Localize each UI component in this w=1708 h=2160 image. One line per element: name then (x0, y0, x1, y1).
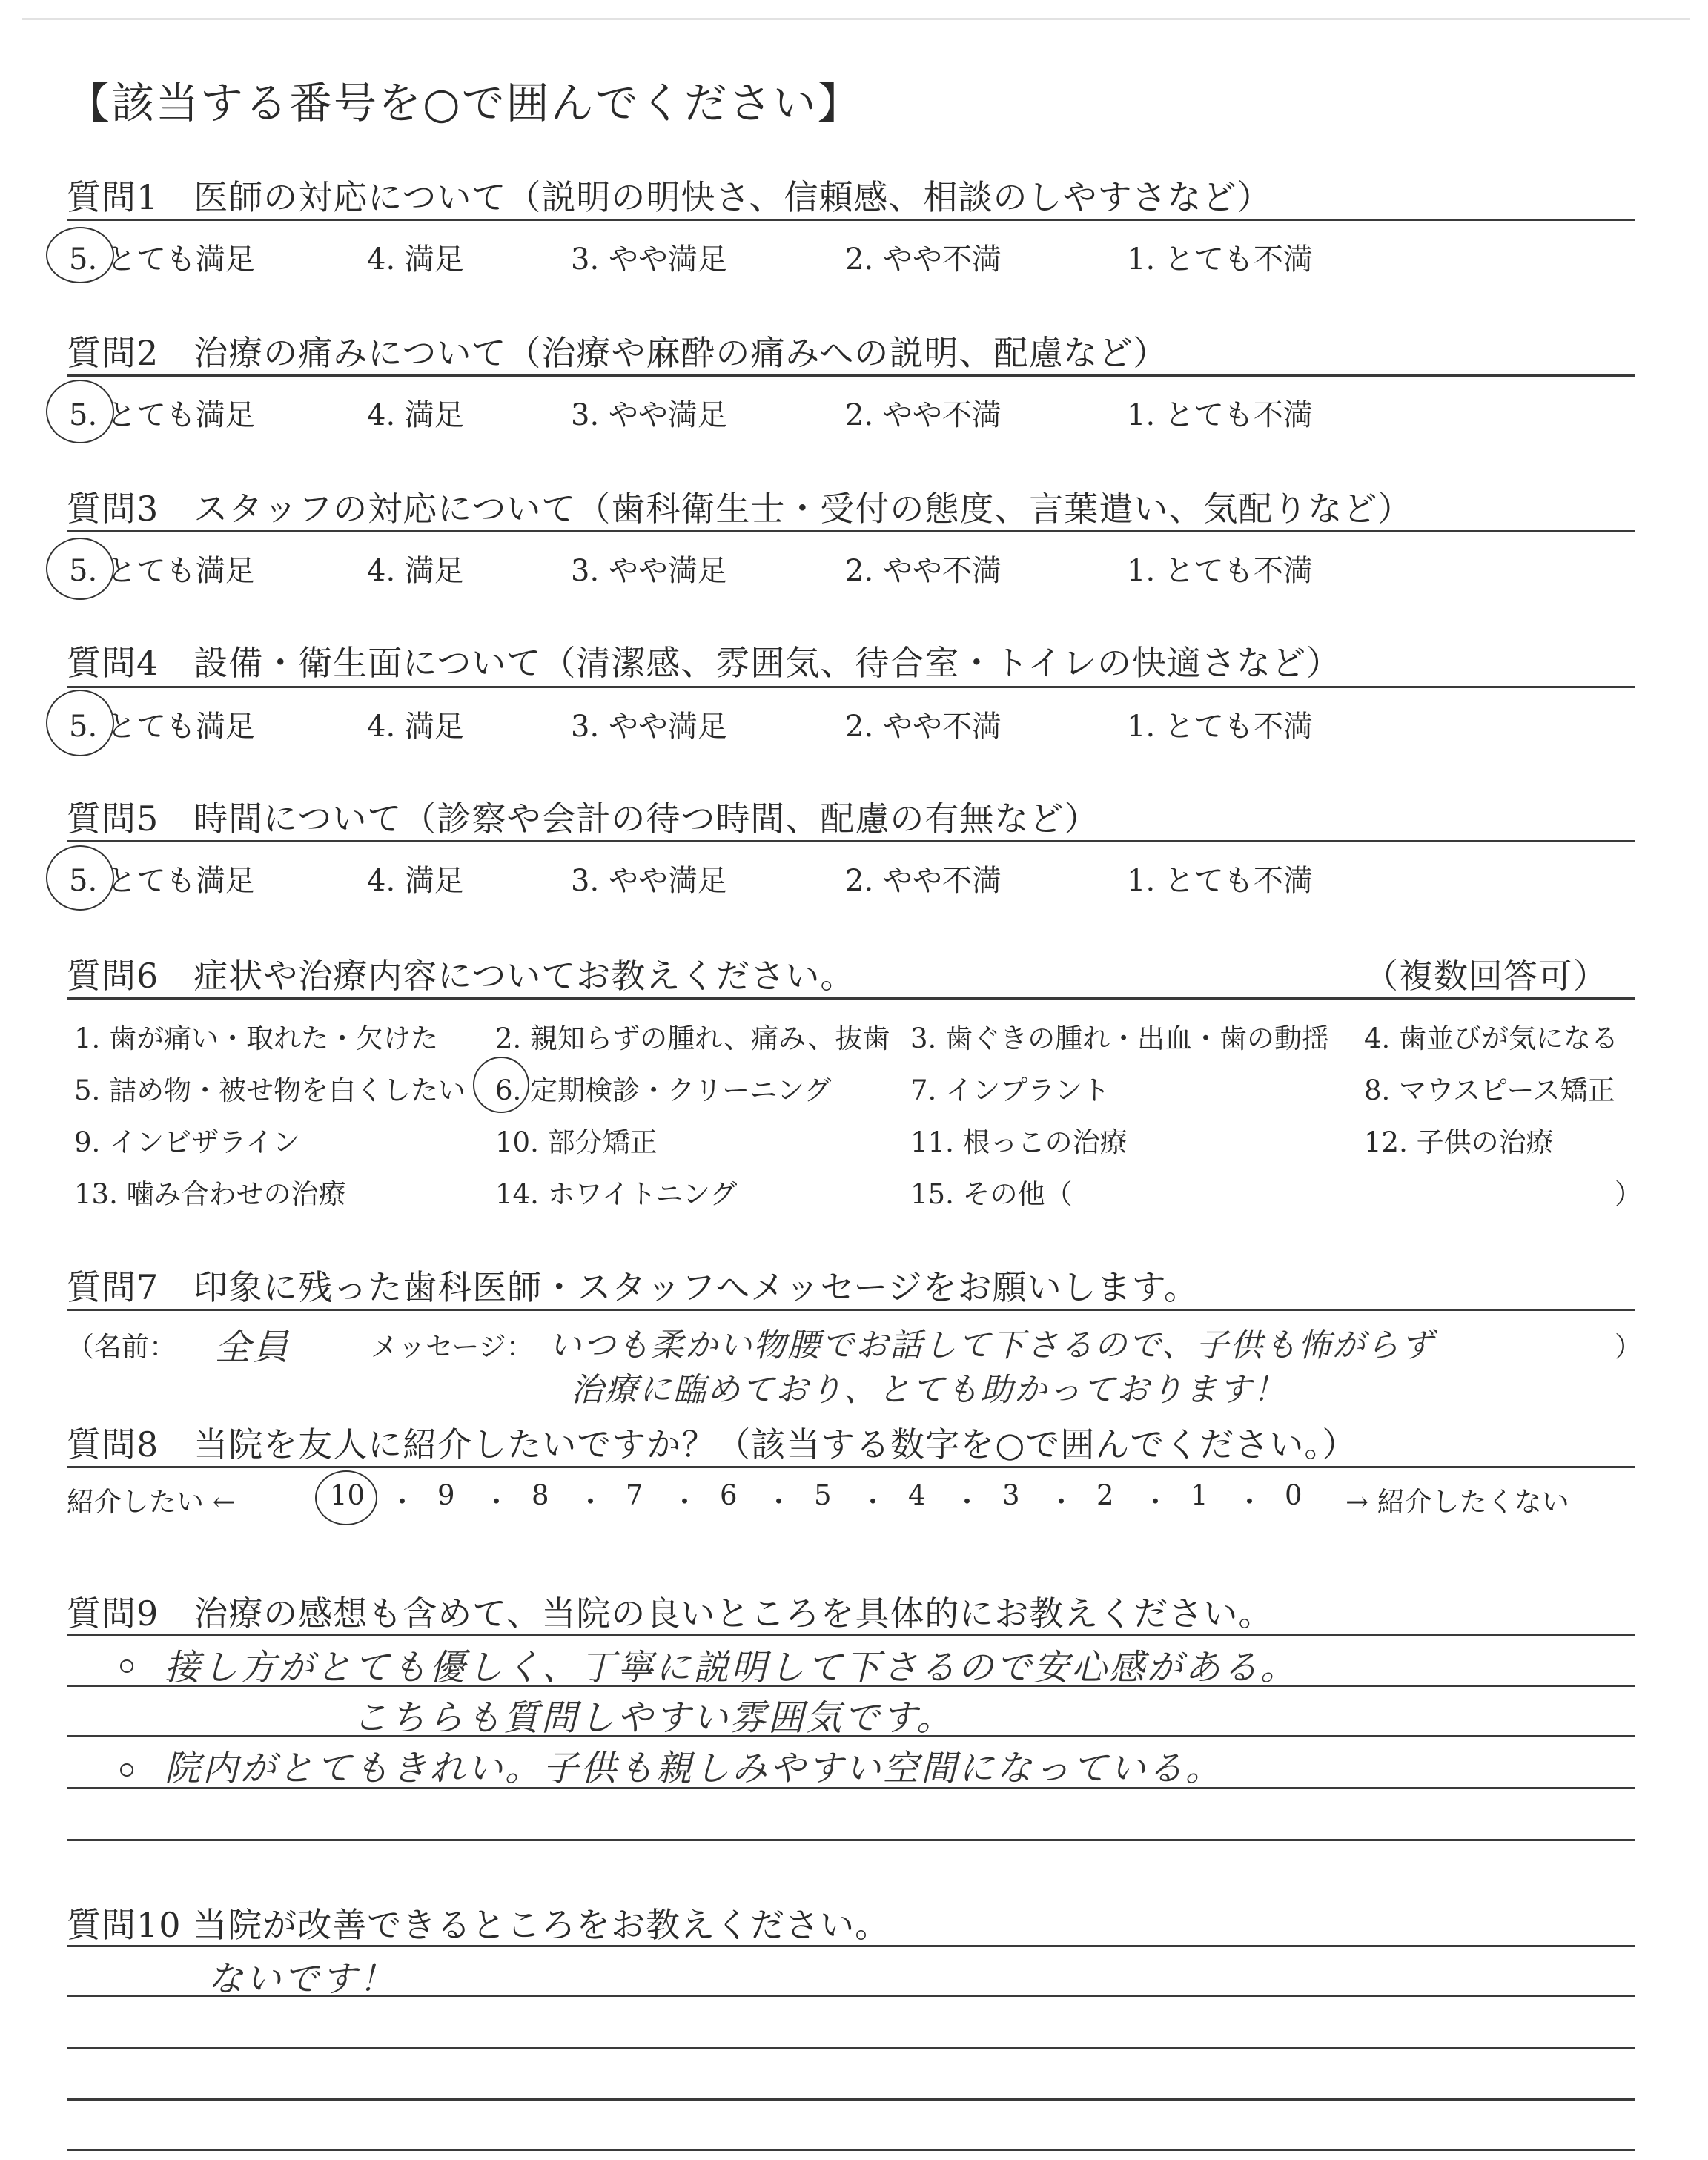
q6-option-2[interactable]: 2. 親知らずの腫れ、痛み、抜歯 (495, 1023, 890, 1054)
q6-option-10[interactable]: 10. 部分矯正 (495, 1126, 658, 1158)
q6-answer-circle (473, 1057, 529, 1113)
q6-option-9[interactable]: 9. インビザライン (74, 1126, 300, 1158)
q8-left-label: 紹介したい ← (67, 1486, 236, 1518)
q2-option-5[interactable]: 5. とても満足 (69, 398, 255, 432)
q6-option-12[interactable]: 12. 子供の治療 (1364, 1126, 1554, 1158)
q9-bullet-icon (120, 1763, 133, 1777)
q8-sep: ・ (765, 1486, 792, 1518)
q8-sep: ・ (1047, 1486, 1075, 1518)
q7-message-label: メッセージ： (371, 1331, 534, 1363)
q2-option-4[interactable]: 4. 満足 (367, 398, 464, 432)
q8-right-label: → 紹介したくない (1345, 1486, 1569, 1518)
q6-option-7[interactable]: 7. インプラント (910, 1074, 1110, 1106)
q7-title: 質問7 印象に残った歯科医師・スタッフへメッセージをお願いします。 (67, 1267, 1199, 1307)
q6-option-6[interactable]: 6. 定期検診・クリーニング (495, 1074, 832, 1106)
q8-score-9[interactable]: 9 (437, 1479, 455, 1511)
q10-rule-5 (67, 2149, 1635, 2151)
q3-option-3[interactable]: 3. やや満足 (571, 554, 727, 588)
q8-score-4[interactable]: 4 (908, 1479, 926, 1511)
q10-rule-1 (67, 1945, 1635, 1947)
q1-option-5[interactable]: 5. とても満足 (69, 242, 255, 277)
q8-title: 質問8 当院を友人に紹介したいですか？（該当する数字を○で囲んでください。） (67, 1424, 1357, 1464)
q1-rule (67, 219, 1635, 221)
q6-option-5[interactable]: 5. 詰め物・被せ物を白くしたい (74, 1074, 466, 1106)
q7-message-line2[interactable]: 治療に臨めており、とても助かっております！ (571, 1371, 1287, 1409)
q4-option-2[interactable]: 2. やや不満 (845, 710, 1002, 744)
q8-sep: ・ (1142, 1486, 1169, 1518)
q8-score-5[interactable]: 5 (814, 1479, 832, 1511)
q2-rule (67, 374, 1635, 377)
q1-option-2[interactable]: 2. やや不満 (845, 242, 1002, 277)
q8-answer-circle (315, 1470, 377, 1525)
q2-option-3[interactable]: 3. やや満足 (571, 398, 727, 432)
q1-option-3[interactable]: 3. やや満足 (571, 242, 727, 277)
q8-score-2[interactable]: 2 (1096, 1479, 1114, 1511)
q9-answer-line2[interactable]: こちらも質問しやすい雰囲気です。 (352, 1697, 955, 1739)
q2-option-1[interactable]: 1. とても不満 (1127, 398, 1313, 432)
q3-option-4[interactable]: 4. 満足 (367, 554, 464, 588)
q9-answer-line1[interactable]: 接し方がとても優しく、丁寧に説明して下さるので安心感がある。 (165, 1647, 1299, 1688)
q10-rule-4 (67, 2098, 1635, 2101)
q6-title: 質問6 症状や治療内容についてお教えください。 (67, 956, 855, 996)
q7-message-line1[interactable]: いつも柔かい物腰でお話して下さるので、子供も怖がらず (549, 1327, 1435, 1364)
q4-option-1[interactable]: 1. とても不満 (1127, 710, 1313, 744)
q5-answer-circle (46, 845, 114, 911)
q9-title: 質問9 治療の感想も含めて、当院の良いところを具体的にお教えください。 (67, 1593, 1274, 1634)
q10-title: 質問10 当院が改善できるところをお教えください。 (67, 1905, 890, 1945)
q3-answer-circle (46, 538, 114, 600)
q5-title: 質問5 時間について（診察や会計の待つ時間、配慮の有無など） (67, 799, 1099, 839)
q2-title: 質問2 治療の痛みについて（治療や麻酔の痛みへの説明、配慮など） (67, 333, 1168, 373)
q3-rule (67, 530, 1635, 532)
q9-bullet-icon (120, 1659, 133, 1673)
q6-option-11[interactable]: 11. 根っこの治療 (910, 1126, 1128, 1158)
q7-name-label: （名前： (67, 1331, 176, 1363)
q8-score-8[interactable]: 8 (532, 1479, 549, 1511)
q8-score-1[interactable]: 1 (1191, 1479, 1208, 1511)
q6-option-15[interactable]: 15. その他（ (910, 1178, 1073, 1210)
q8-score-10[interactable]: 10 (330, 1479, 365, 1511)
q4-rule (67, 686, 1635, 688)
q3-option-5[interactable]: 5. とても満足 (69, 554, 255, 588)
q4-title: 質問4 設備・衛生面について（清潔感、雰囲気、待合室・トイレの快適さなど） (67, 643, 1342, 683)
q9-answer-line3[interactable]: 院内がとてもきれい。子供も親しみやすい空間になっている。 (165, 1748, 1224, 1789)
q6-option-4[interactable]: 4. 歯並びが気になる (1364, 1023, 1619, 1054)
q1-option-4[interactable]: 4. 満足 (367, 242, 464, 277)
q4-option-3[interactable]: 3. やや満足 (571, 710, 727, 744)
q3-option-2[interactable]: 2. やや不満 (845, 554, 1002, 588)
q4-answer-circle (46, 690, 114, 756)
q1-option-1[interactable]: 1. とても不満 (1127, 242, 1313, 277)
q8-sep: ・ (953, 1486, 981, 1518)
q8-score-3[interactable]: 3 (1002, 1479, 1020, 1511)
q7-name-value[interactable]: 全員 (215, 1327, 291, 1368)
q5-option-5[interactable]: 5. とても満足 (69, 864, 255, 898)
q9-rule-5 (67, 1839, 1635, 1841)
q8-rule (67, 1466, 1635, 1468)
q9-rule-1 (67, 1634, 1635, 1636)
q8-sep: ・ (577, 1486, 604, 1518)
q5-option-4[interactable]: 4. 満足 (367, 864, 464, 898)
q2-answer-circle (46, 380, 114, 443)
q8-sep: ・ (859, 1486, 887, 1518)
q10-answer[interactable]: ないです！ (208, 1958, 397, 2000)
q8-sep: ・ (388, 1486, 416, 1518)
q6-note: （複数回答可） (1364, 956, 1608, 996)
q8-sep: ・ (671, 1486, 698, 1518)
q4-option-5[interactable]: 5. とても満足 (69, 710, 255, 744)
form-instruction: 【該当する番号を○で囲んでください】 (67, 78, 862, 128)
top-border (22, 18, 1690, 20)
q8-sep: ・ (483, 1486, 510, 1518)
q8-score-6[interactable]: 6 (720, 1479, 738, 1511)
q7-rule (67, 1309, 1635, 1311)
q6-option-3[interactable]: 3. 歯ぐきの腫れ・出血・歯の動揺 (910, 1023, 1330, 1054)
q6-rule (67, 997, 1635, 1000)
q3-title: 質問3 スタッフの対応について（歯科衛生士・受付の態度、言葉遣い、気配りなど） (67, 489, 1413, 529)
q1-title: 質問1 医師の対応について（説明の明快さ、信頼感、相談のしやすさなど） (67, 177, 1272, 217)
q10-rule-3 (67, 2047, 1635, 2049)
q1-answer-circle (46, 227, 114, 283)
q7-close-paren: ） (1615, 1331, 1642, 1363)
q6-other-close: ） (1615, 1178, 1642, 1210)
q2-option-2[interactable]: 2. やや不満 (845, 398, 1002, 432)
q6-option-1[interactable]: 1. 歯が痛い・取れた・欠けた (74, 1023, 439, 1054)
q5-option-3[interactable]: 3. やや満足 (571, 864, 727, 898)
q6-option-8[interactable]: 8. マウスピース矯正 (1364, 1074, 1615, 1106)
q6-option-14[interactable]: 14. ホワイトニング (495, 1178, 738, 1210)
q5-option-1[interactable]: 1. とても不満 (1127, 864, 1313, 898)
q8-sep: ・ (1236, 1486, 1263, 1518)
q8-score-7[interactable]: 7 (626, 1479, 643, 1511)
q5-rule (67, 840, 1635, 842)
q6-option-13[interactable]: 13. 噛み合わせの治療 (74, 1178, 346, 1210)
q4-option-4[interactable]: 4. 満足 (367, 710, 464, 744)
q3-option-1[interactable]: 1. とても不満 (1127, 554, 1313, 588)
q8-score-0[interactable]: 0 (1285, 1479, 1302, 1511)
q5-option-2[interactable]: 2. やや不満 (845, 864, 1002, 898)
